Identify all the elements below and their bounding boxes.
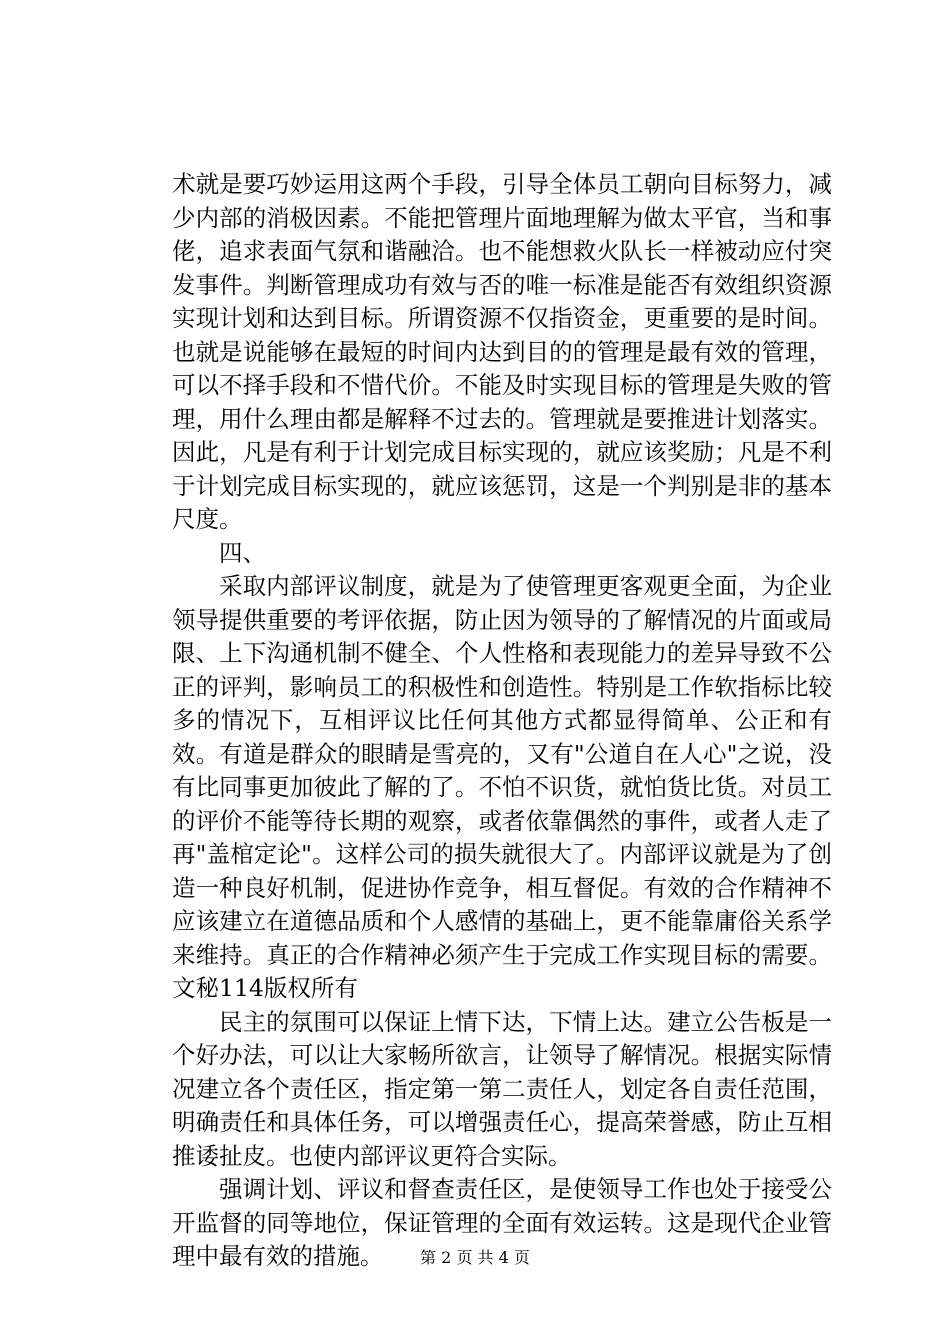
- paragraph-continuation: 术就是要巧妙运用这两个手段，引导全体员工朝向目标努力，减少内部的消极因素。不能把管理片面地理解为做太平官，当和事佬，追求表面气氛和谐融洽。也不能想救火队长一样被动应付突发事件。判断管理成功有效与否的唯一标准是能否有效组织资源实现计划和达到目标。所谓资源不仅指资金，更重要的是时间。也就是说能够在最短的时间内达到目的的管理是最有效的管理，可以不择手段和不惜代价。不能及时实现目标的管理是失败的管理，用什么理由都是解释不过去的。管理就是要推进计划落实。因此，凡是有利于计划完成目标实现的，就应该奖励；凡是不利于计划完成目标实现的，就应该惩罚，这是一个判别是非的基本尺度。: [172, 170, 832, 533]
- paragraph-conclusion: 强调计划、评议和督查责任区，是使领导工作也处于接受公开监督的同等地位，保证管理的全面有效运转。这是现代企业管理中最有效的措施。: [172, 1175, 832, 1270]
- body-text: [172, 168, 832, 1274]
- paragraph-internal-review: 采取内部评议制度，就是为了使管理更客观更全面，为企业领导提供重要的考评依据，防止因为领导的了解情况的片面或局限、上下沟通机制不健全、个人性格和表现能力的差异导致不公正的评判，影响员工的积极性和创造性。特别是工作软指标比较多的情况下，互相评议比任何其他方式都显得简单、公正和有效。有道是群众的眼睛是雪亮的，又有"公道自在人心"之说，没有比同事更加彼此了解的了。不怕不识货，就怕货比货。对员工的评价不能等待长期的观察，或者依靠偶然的事件，或者人走了再"盖棺定论"。这样公司的损失就很大了。内部评议就是为了创造一种良好机制，促进协作竞争，相互督促。有效的合作精神不应该建立在道德品质和个人感情的基础上，更不能靠庸俗关系学来维持。真正的合作精神必须产生于完成工作实现目标的需要。文秘114版权所有: [172, 572, 832, 1002]
- section-heading-four: 四、: [219, 538, 266, 567]
- page-footer: 第 2 页 共 4 页: [420, 1248, 530, 1267]
- paragraph-democracy: 民主的氛围可以保证上情下达，下情上达。建立公告板是一个好办法，可以让大家畅所欲言，让领导了解情况。根据实际情况建立各个责任区，指定第一第二责任人，划定各自责任范围，明确责任和具体任务，可以增强责任心，提高荣誉感，防止互相推诿扯皮。也使内部评议更符合实际。: [172, 1007, 832, 1170]
